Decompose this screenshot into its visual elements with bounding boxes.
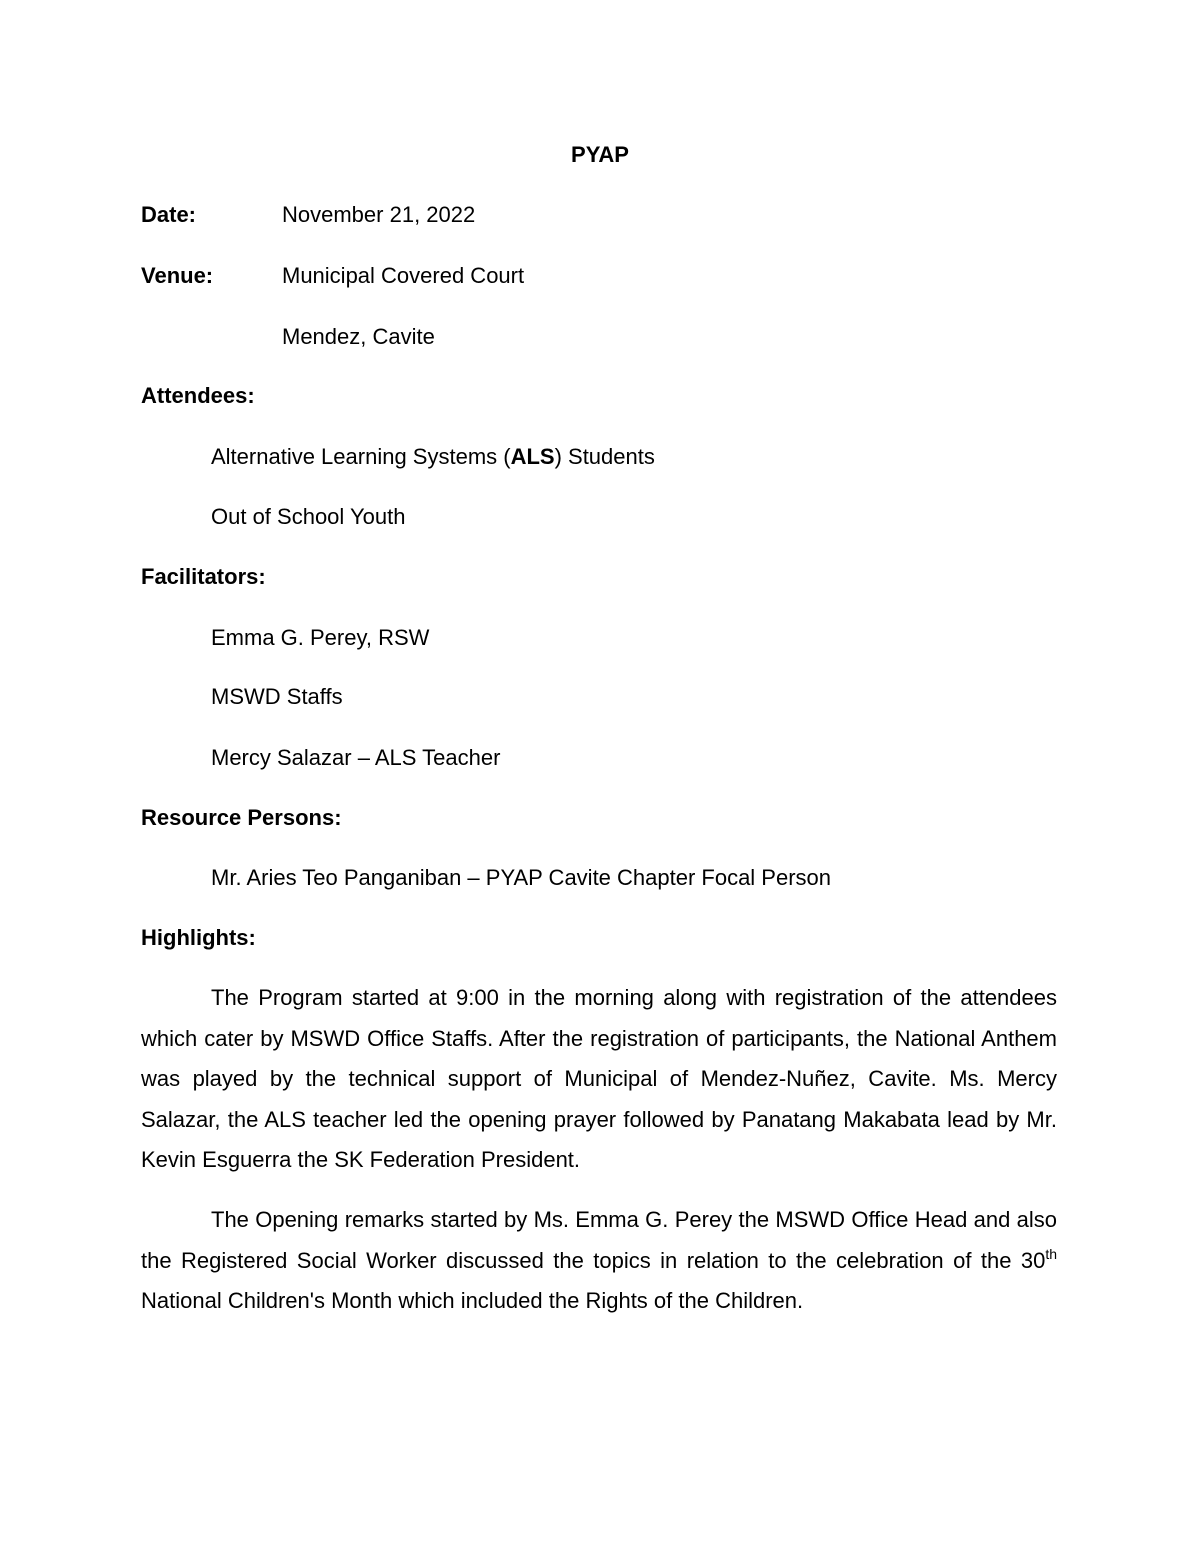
date-label: Date:: [141, 202, 197, 227]
facilitator-item: Mercy Salazar – ALS Teacher: [211, 745, 501, 770]
facilitator-item: Emma G. Perey, RSW: [211, 625, 430, 650]
highlights-paragraph-2-text: The Opening remarks started by Ms. Emma G. Perey the MSWD Office Head and also the Registered Social Worker discussed the topics in relation to the celebration of the 30: [141, 1207, 1057, 1273]
highlights-paragraph-2: [141, 1200, 1057, 1322]
venue-line-2: Mendez, Cavite: [282, 324, 435, 349]
ordinal-superscript: th: [1045, 1245, 1057, 1262]
attendee-item-als-prefix: Alternative Learning Systems (: [211, 444, 511, 469]
venue-line-1: Municipal Covered Court: [282, 263, 525, 288]
resource-persons-label: Resource Persons:: [141, 805, 342, 830]
highlights-label: Highlights:: [141, 925, 256, 950]
highlights-paragraph-1: The Program started at 9:00 in the morning along with registration of the attendees which cater by MSWD Office Staffs. After the registration of participants, the National Anthem was played by the technical support of Municipal of Mendez-Nuñez, Cavite. Ms. Mercy Salazar, the ALS teacher led the opening prayer followed by Panatang Makabata lead by Mr. Kevin Esguerra the SK Federation President.: [141, 985, 1057, 1173]
date-value: November 21, 2022: [282, 202, 476, 227]
facilitators-label: Facilitators:: [141, 564, 266, 589]
highlights-paragraph-2-text-end: National Children's Month which included the Rights of the Children.: [141, 1288, 804, 1314]
attendee-item-als-suffix: ) Students: [554, 444, 655, 469]
resource-person-item: Mr. Aries Teo Panganiban – PYAP Cavite Chapter Focal Person: [211, 865, 832, 890]
attendee-item-als-abbr: ALS: [510, 444, 555, 469]
attendees-label: Attendees:: [141, 383, 255, 408]
venue-label: Venue:: [141, 263, 214, 288]
facilitator-item: MSWD Staffs: [211, 684, 343, 709]
document-title: PYAP: [571, 142, 629, 167]
attendee-item-als: [211, 444, 655, 470]
attendee-item-osy: Out of School Youth: [211, 504, 406, 529]
